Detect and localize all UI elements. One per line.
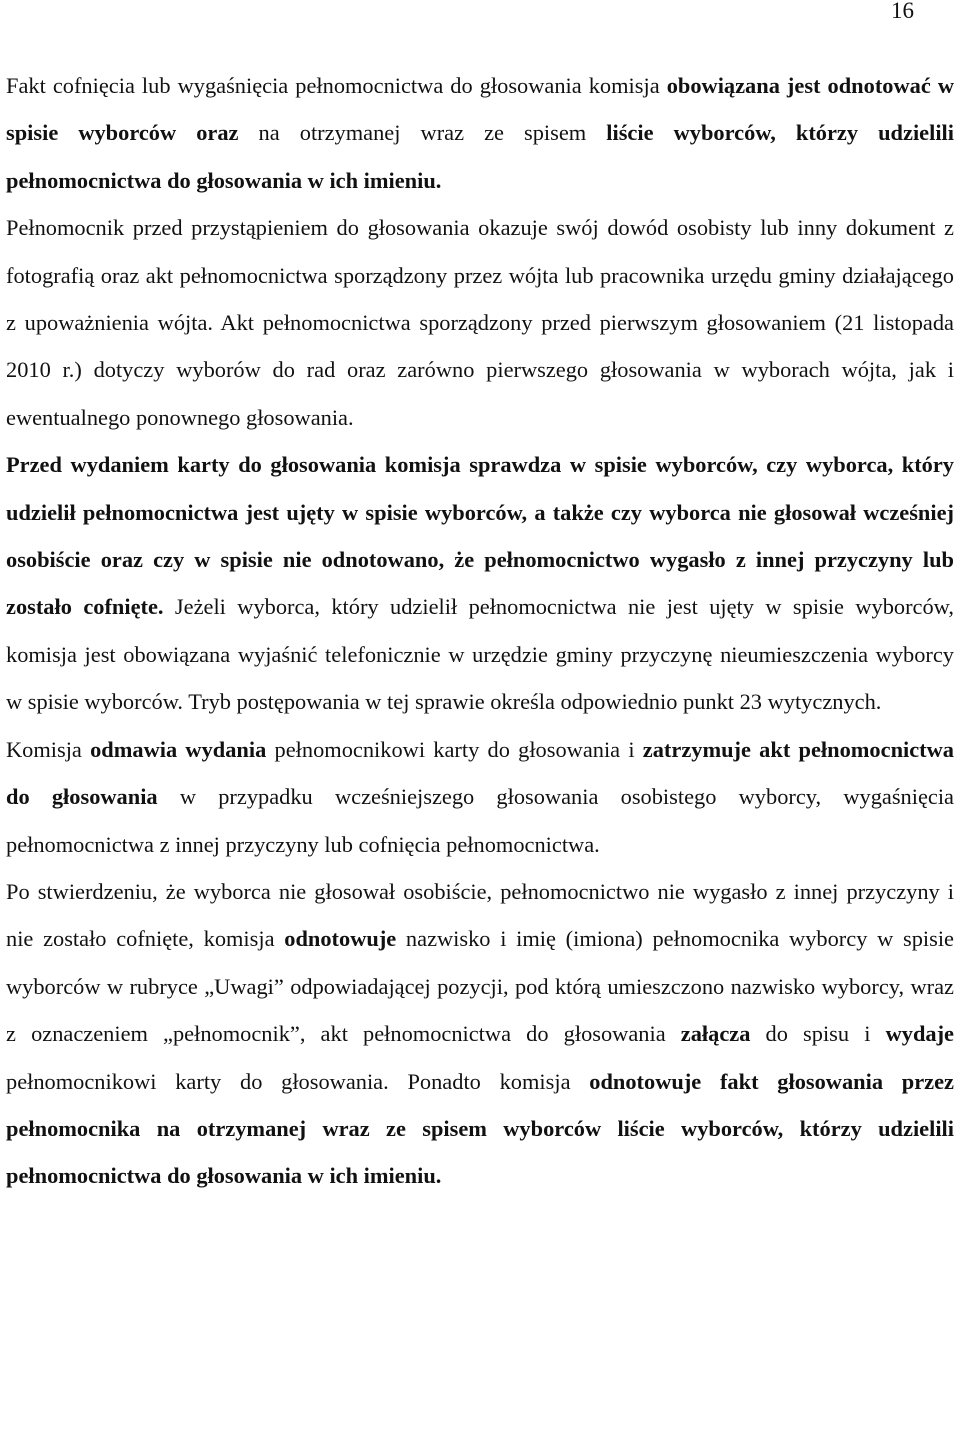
text-segment: w przypadku wcześniejszego głosowania osobistego wyborcy, wygaśnięcia pełnomocnictwa z innej przyczyny lub cofnięcia pełnomocnictwa.	[6, 784, 955, 857]
text-segment: pełnomocnikowi karty do głosowania i	[266, 736, 643, 762]
paragraph	[6, 62, 954, 204]
bold-text-segment: załącza	[680, 1021, 751, 1047]
bold-text-segment: wydaje	[885, 1021, 954, 1047]
bold-text-segment: Przed wydaniem karty do głosowania komisja sprawdza w spisie wyborców, czy wyborca, który udzielił pełnomocnictwa jest ujęty w spisie wyborców, a także czy wyborca nie głosował wcześniej osobiście oraz czy w spisie nie odnotowano, że pełnomocnictwo wygasło z innej przyczyny lub zostało cofnięte.	[6, 452, 954, 620]
text-segment: Fakt cofnięcia lub wygaśnięcia pełnomocnictwa do głosowania komisja	[6, 73, 667, 98]
text-segment: Komisja	[6, 736, 91, 762]
paragraph	[6, 441, 954, 725]
bold-text-segment: liście wyborców, którzy udzielili pełnomocnictwa do głosowania w ich imieniu.	[6, 120, 954, 193]
paragraph	[6, 726, 954, 868]
bold-text-segment: odnotowuje fakt głosowania przez pełnomocnika na otrzymanej wraz ze spisem wyborców liście wyborców, którzy udzielili pełnomocnictwa do głosowania w ich imieniu.	[6, 1068, 954, 1189]
document-body	[6, 62, 954, 1200]
paragraph	[6, 868, 954, 1200]
text-segment: Pełnomocnik przed przystąpieniem do głosowania okazuje swój dowód osobisty lub inny dokument z fotografią oraz akt pełnomocnictwa sporządzony przez wójta lub pracownika urzędu gminy działającego z upoważnienia wójta. Akt pełnomocnictwa sporządzony przed pierwszym głosowaniem (21 listopada 2010 r.) dotyczy wyborów do rad oraz zarówno pierwszego głosowania w wyborach wójta, jak i ewentualnego ponownego głosowania.	[6, 215, 954, 430]
text-segment: Jeżeli wyborca, który udzielił pełnomocnictwa nie jest ujęty w spisie wyborców, komisja jest obowiązana wyjaśnić telefonicznie w urzędzie gminy przyczynę nieumieszczenia wyborcy w spisie wyborców. Tryb postępowania w tej sprawie określa odpowiednio punkt 23 wytycznych.	[6, 594, 954, 715]
page-number: 16	[891, 0, 914, 23]
bold-text-segment: zatrzymuje akt pełnomocnictwa do głosowania	[6, 736, 954, 810]
bold-text-segment: odnotowuje	[284, 926, 397, 952]
text-segment: nazwisko i imię (imiona) pełnomocnika wyborcy w spisie wyborców w rubryce „Uwagi” odpowiadającej pozycji, pod którą umieszczono nazwisko wyborcy, wraz z oznaczeniem „pełnomocnik”, akt pełnomocnictwa do głosowania	[6, 926, 954, 1047]
text-segment: pełnomocnikowi karty do głosowania. Ponadto komisja	[6, 1068, 590, 1094]
bold-text-segment: obowiązana jest odnotować w spisie wyborców oraz	[6, 73, 954, 146]
text-segment: do spisu i	[750, 1021, 886, 1047]
paragraph	[6, 204, 954, 441]
text-segment: na otrzymanej wraz ze spisem	[238, 120, 607, 146]
bold-text-segment: odmawia wydania	[90, 736, 267, 762]
text-segment: Po stwierdzeniu, że wyborca nie głosował osobiście, pełnomocnictwo nie wygasło z innej przyczyny i nie zostało cofnięte, komisja	[6, 878, 954, 952]
